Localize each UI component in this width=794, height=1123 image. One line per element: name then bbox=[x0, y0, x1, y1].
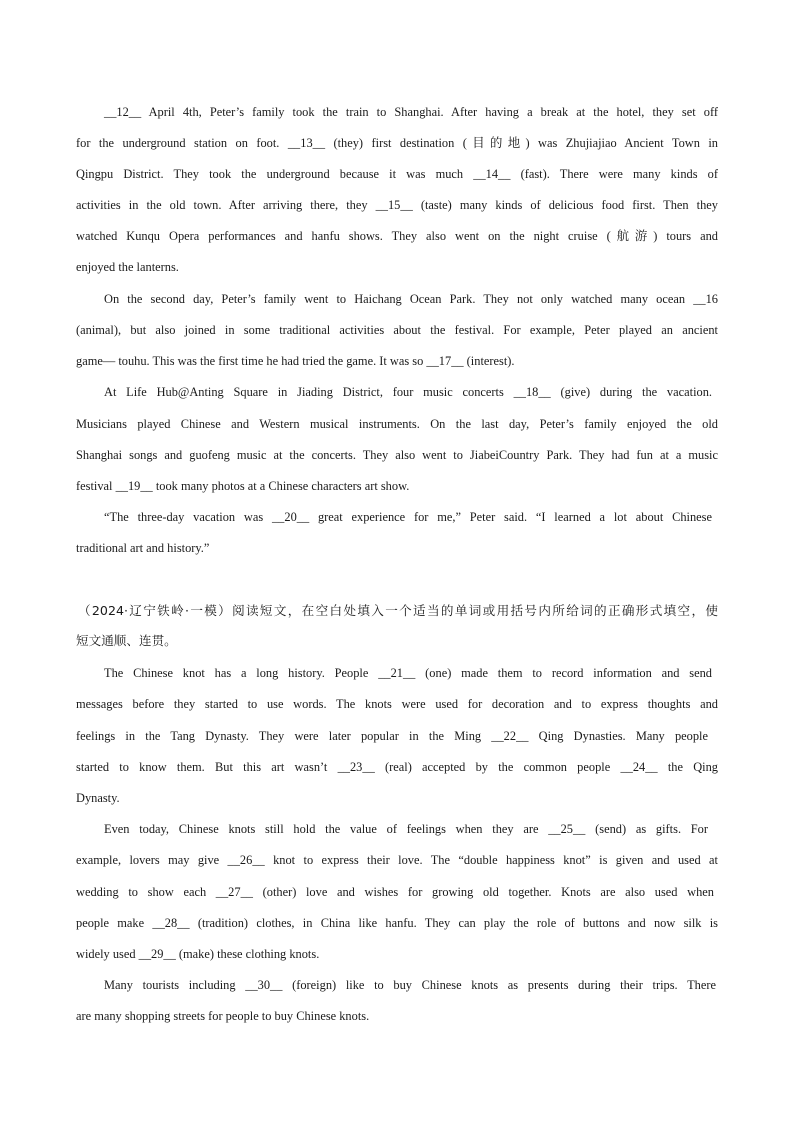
passage1-line-6: enjoyed the lanterns. bbox=[76, 260, 179, 274]
passage2-line-10: widely used __29__ (make) these clothing knots. bbox=[76, 947, 320, 961]
passage1-line-3: Qingpu District. They took the underground because it was much __14__ (fast). There were many kinds of bbox=[76, 167, 718, 181]
passage1-line-4: activities in the old town. After arriving there, they __15__ (taste) many kinds of delicious food first. Then they bbox=[76, 198, 718, 212]
passage1-line-7: On the second day, Peter’s family went to Haichang Ocean Park. They not only watched many ocean __16 bbox=[104, 292, 718, 306]
passage2-line-2: messages before they started to use words. The knots were used for decoration and to express thoughts and bbox=[76, 697, 718, 711]
passage1-line-15: traditional art and history.” bbox=[76, 541, 210, 555]
passage2-line-12: are many shopping streets for people to buy Chinese knots. bbox=[76, 1009, 370, 1023]
passage1-line-12: Shanghai songs and guofeng music at the concerts. They also went to JiabeiCountry Park. They had fun at a music bbox=[76, 448, 718, 462]
passage1-line-13: festival __19__ took many photos at a Chinese characters art show. bbox=[76, 479, 410, 493]
passage2-line-6: Even today, Chinese knots still hold the value of feelings when they are __25__ (send) as gifts. For bbox=[104, 822, 708, 836]
passage1-line-10: At Life Hub@Anting Square in Jiading District, four music concerts __18__ (give) during the vacation. bbox=[104, 385, 712, 399]
passage1-line-11: Musicians played Chinese and Western musical instruments. On the last day, Peter’s family enjoyed the old bbox=[76, 417, 718, 431]
passage2-line-7: example, lovers may give __26__ knot to express their love. The “double happiness knot” is given and used at bbox=[76, 853, 718, 867]
passage2-line-9: people make __28__ (tradition) clothes, in China like hanfu. They can play the role of buttons and now silk is bbox=[76, 916, 718, 930]
passage2-line-11: Many tourists including __30__ (foreign) like to buy Chinese knots as presents during their trips. There bbox=[104, 978, 716, 992]
passage2-line-5: Dynasty. bbox=[76, 791, 120, 805]
section-heading-line-2: 短文通顺、连贯。 bbox=[76, 633, 177, 648]
passage1-line-1: __12__ April 4th, Peter’s family took the train to Shanghai. After having a break at the hotel, they set off bbox=[104, 105, 718, 119]
passage1-line-14: “The three-day vacation was __20__ great experience for me,” Peter said. “I learned a lot about Chinese bbox=[104, 510, 712, 524]
passage1-line-5: watched Kunqu Opera performances and hanfu shows. They also went on the night cruise (航游) tours and bbox=[76, 229, 718, 243]
passage2-line-1: The Chinese knot has a long history. People __21__ (one) made them to record information and send bbox=[104, 666, 712, 680]
passage1-line-9: game— touhu. This was the first time he had tried the game. It was so __17__ (interest). bbox=[76, 354, 515, 368]
section-heading-line-1: （2024·辽宁铁岭·一模）阅读短文，在空白处填入一个适当的单词或用括号内所给词的正确形式填空，使 bbox=[78, 603, 718, 618]
passage1-line-8: (animal), but also joined in some traditional activities about the festival. For example, Peter played an ancient bbox=[76, 323, 718, 337]
passage2-line-3: feelings in the Tang Dynasty. They were later popular in the Ming __22__ Qing Dynasties. Many people bbox=[76, 729, 708, 743]
passage2-line-8: wedding to show each __27__ (other) love and wishes for growing old together. Knots are also used when bbox=[76, 885, 714, 899]
passage2-line-4: started to know them. But this art wasn’t __23__ (real) accepted by the common people __24__ the Qing bbox=[76, 760, 718, 774]
passage1-line-2: for the underground station on foot. __13__ (they) first destination (目的地) was Zhujiajiao Ancient Town in bbox=[76, 136, 718, 150]
